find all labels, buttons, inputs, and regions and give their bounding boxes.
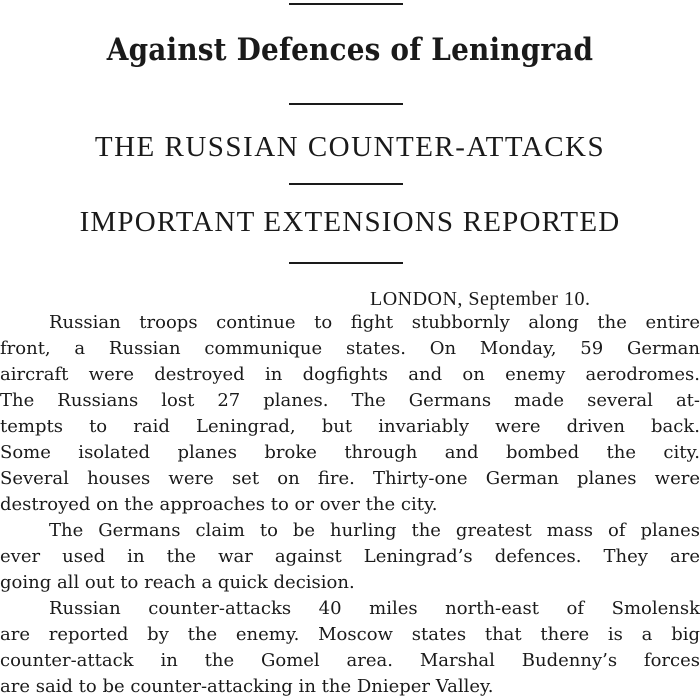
body-line: going all out to reach a quick decision. bbox=[0, 572, 355, 593]
body-line: are reported by the enemy. Moscow states that there is a big bbox=[0, 624, 700, 645]
body-line: Russian counter-attacks 40 miles north-east of Smolensk bbox=[49, 598, 700, 619]
divider-rule-2 bbox=[289, 183, 403, 185]
body-line: tempts to raid Leningrad, but invariably were driven back. bbox=[0, 416, 700, 437]
body-line: aircraft were destroyed in dogfights and on enemy aerodromes. bbox=[0, 364, 700, 385]
body-line: are said to be counter-attacking in the Dnieper Valley. bbox=[0, 676, 494, 697]
headline-title: Against Defences of Leningrad bbox=[106, 32, 594, 68]
dateline: LONDON, September 10. bbox=[370, 288, 591, 310]
divider-rule-3 bbox=[289, 262, 403, 264]
headline-subtitle: THE RUSSIAN COUNTER-ATTACKS bbox=[94, 131, 606, 163]
body-line: front, a Russian communique states. On Monday, 59 German bbox=[0, 338, 700, 359]
body-line: counter-attack in the Gomel area. Marshal Budenny’s forces bbox=[0, 650, 700, 671]
body-line: destroyed on the approaches to or over the city. bbox=[0, 494, 438, 515]
body-line: The Russians lost 27 planes. The Germans made several at- bbox=[0, 390, 700, 411]
body-line: Some isolated planes broke through and bombed the city. bbox=[0, 442, 700, 463]
headline-subheadline: IMPORTANT EXTENSIONS REPORTED bbox=[79, 206, 621, 238]
body-line: Russian troops continue to fight stubbornly along the entire bbox=[49, 312, 700, 333]
divider-rule-1 bbox=[289, 103, 403, 105]
body-line: The Germans claim to be hurling the greatest mass of planes bbox=[49, 520, 700, 541]
top-rule bbox=[289, 3, 403, 5]
body-line: ever used in the war against Leningrad’s defences. They are bbox=[0, 546, 700, 567]
body-line: Several houses were set on fire. Thirty-one German planes were bbox=[0, 468, 700, 489]
